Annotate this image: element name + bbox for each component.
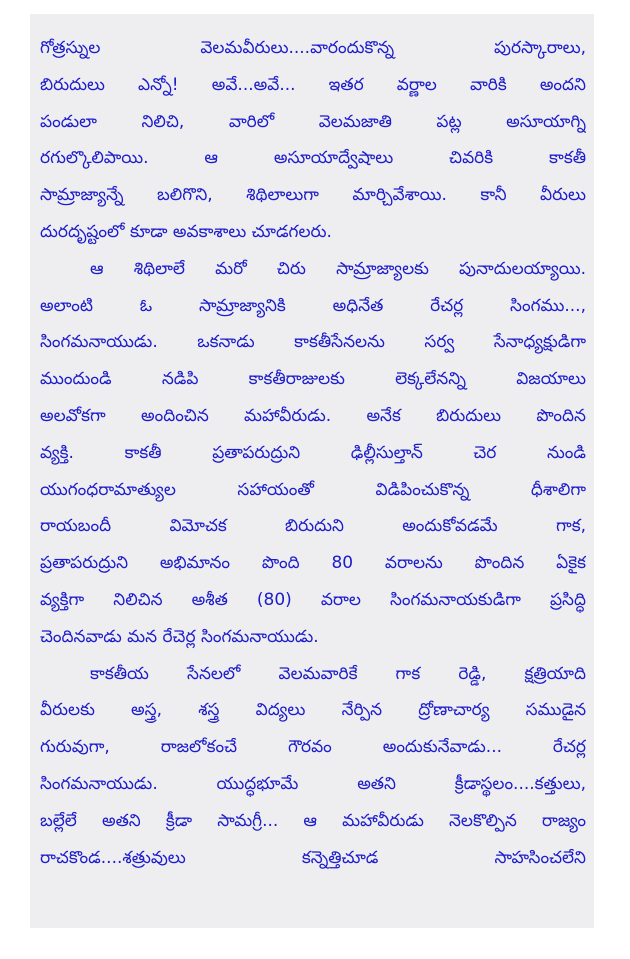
text-line-22: బల్లేలే అతని క్రీడా సామగ్రీ... ఆ మహావీరుడు నెలకొల్పిన రాజ్యం	[40, 810, 586, 831]
document-page	[30, 14, 594, 928]
text-line-17: చెందినవాడు మన రేచెర్ల సింగమనాయుడు.	[40, 626, 319, 647]
text-line-18: కాకతీయ సేనలలో వెలమవారికే గాక రెడ్డి, క్షత్రియాది	[90, 663, 586, 684]
text-line-9: సింగమనాయుడు. ఒకనాడు కాకతీసేనలను సర్వ సేనాధ్యక్షుడిగా	[40, 332, 586, 353]
text-line-1: గోత్రస్నుల వెలమవీరులు....వారందుకొన్న పురస్కారాలు,	[40, 38, 586, 58]
text-line-10: ముందుండి నడిపి కాకతీరాజులకు లెక్కలేనన్ని విజయాలు	[40, 369, 586, 390]
text-line-19: వీరులకు అస్త్ర, శస్త్ర విద్యలు నేర్పిన ద్రోణాచార్య సముడైన	[40, 700, 586, 721]
text-line-6: దురదృష్టంలో కూడా అవకాశాలు చూడగలరు.	[40, 221, 332, 242]
text-line-14: రాయబందీ విమోచక బిరుదుని అందుకోవడమే గాక,	[40, 516, 586, 537]
text-line-7: ఆ శిథిలాలే మరో చిరు సామ్రాజ్యాలకు పునాదులయ్యాయి.	[90, 258, 586, 279]
text-line-21: సింగమనాయుడు. యుద్ధభూమే అతని క్రీడాస్థలం....కత్తులు,	[40, 773, 586, 794]
text-line-5: సామ్రాజ్యాన్నే బలిగొని, శిథిలాలుగా మార్చివేశాయి. కానీ వీరులు	[40, 185, 586, 206]
text-line-16: వ్యక్తిగా నిలిచిన అశీత (80) వరాల సింగమనాయకుడిగా ప్రసిద్ధి	[40, 589, 586, 610]
text-line-2: బిరుదులు ఎన్నో! అవే...అవే... ఇతర వర్ణాల వారికి అందని	[40, 74, 586, 95]
text-line-4: రగుల్కొలిపాయి. ఆ అసూయాద్వేషాలు చివరికి కాకతీ	[40, 148, 586, 169]
text-line-13: యుగంధరామాత్యుల సహాయంతో విడిపించుకొన్న ధీశాలిగా	[40, 479, 586, 500]
text-line-23: రాచకొండ....శత్రువులు కన్నెత్తిచూడ సాహసించలేని	[40, 847, 586, 868]
text-line-15: ప్రతాపరుద్రుని అభిమానం పొంది 80 వరాలను పొందిన ఏకైక	[40, 553, 586, 574]
text-line-8: అలాంటి ఓ సామ్రాజ్యానికి అధినేత రేచర్ల సింగము...,	[40, 295, 586, 316]
text-line-3: పండులా నిలిచి, వారిలో వెలమజాతి పట్ల అసూయాగ్ని	[40, 111, 586, 132]
text-line-12: వ్యక్తి. కాకతీ ప్రతాపరుద్రుని ఢిల్లీసుల్తాన్ చెర నుండి	[40, 442, 586, 463]
text-line-20: గురువుగా, రాజలోకంచే గౌరవం అందుకునేవాడు... రేచర్ల	[40, 737, 586, 758]
text-line-11: అలవోకగా అందించిన మహావీరుడు. అనేక బిరుదులు పొందిన	[40, 405, 586, 426]
